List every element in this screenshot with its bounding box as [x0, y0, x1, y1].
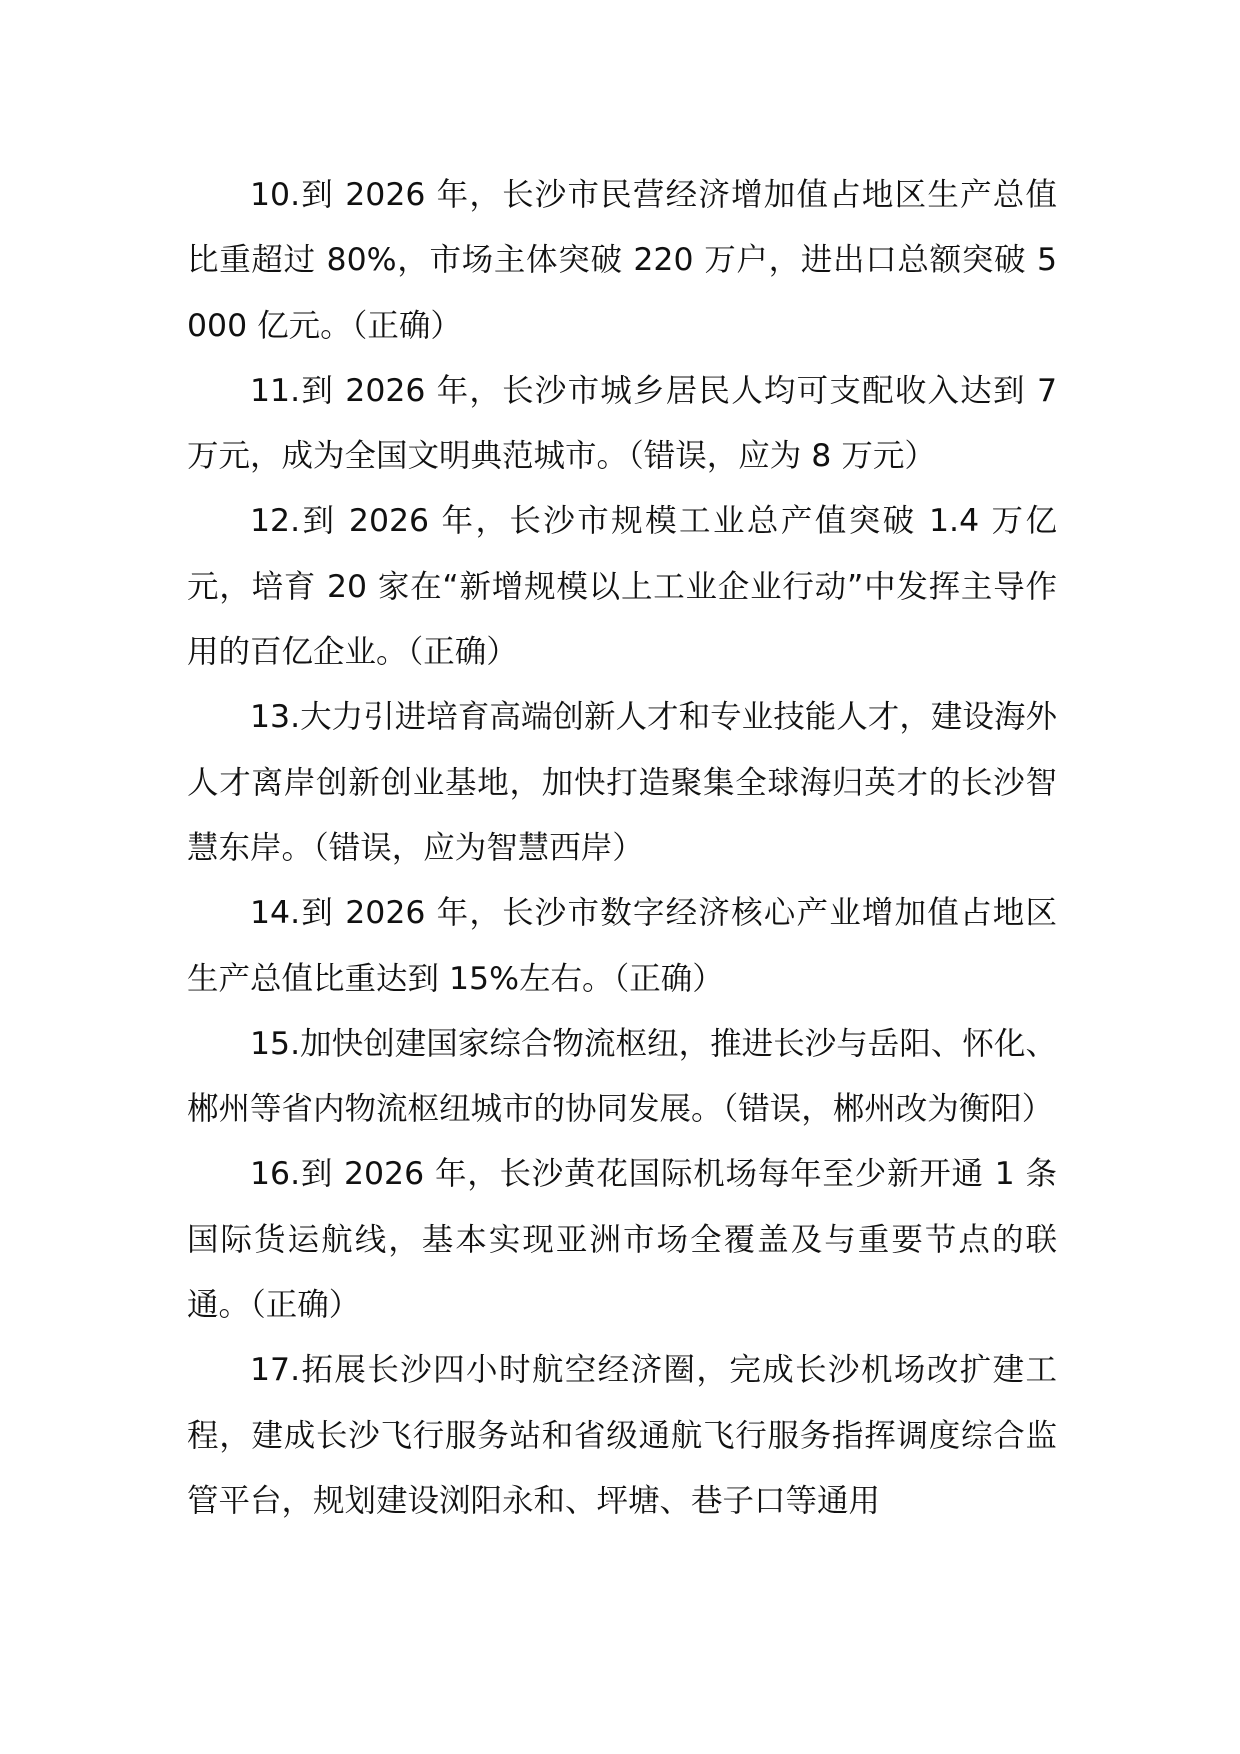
- paragraph-item-16: 16.到 2026 年，长沙黄花国际机场每年至少新开通 1 条国际货运航线，基本实现亚洲市场全覆盖及与重要节点的联通。（正确）: [187, 1156, 1057, 1324]
- document-body: [187, 163, 1057, 1534]
- paragraph-item-13: 13.大力引进培育高端创新人才和专业技能人才，建设海外人才离岸创新创业基地，加快打造聚集全球海归英才的长沙智慧东岸。（错误，应为智慧西岸）: [187, 699, 1057, 866]
- paragraph-item-12: 12.到 2026 年，长沙市规模工业总产值突破 1.4 万亿元，培育 20 家在“新增规模以上工业企业行动”中发挥主导作用的百亿企业。（正确）: [187, 503, 1057, 671]
- paragraph-item-17: 17.拓展长沙四小时航空经济圈，完成长沙机场改扩建工程，建成长沙飞行服务站和省级通航飞行服务指挥调度综合监管平台，规划建设浏阳永和、坪塘、巷子口等通用: [187, 1352, 1057, 1519]
- paragraph-item-15: 15.加快创建国家综合物流枢纽，推进长沙与岳阳、怀化、郴州等省内物流枢纽城市的协同发展。（错误，郴州改为衡阳）: [187, 1025, 1057, 1128]
- paragraph-item-14: 14.到 2026 年，长沙市数字经济核心产业增加值占地区生产总值比重达到 15%左右。（正确）: [187, 895, 1057, 997]
- paragraph-item-11: 11.到 2026 年，长沙市城乡居民人均可支配收入达到 7 万元，成为全国文明典范城市。（错误，应为 8 万元）: [187, 372, 1057, 475]
- paragraph-item-10: 10.到 2026 年，长沙市民营经济增加值占地区生产总值比重超过 80%，市场主体突破 220 万户，进出口总额突破 5000 亿元。（正确）: [187, 177, 1057, 344]
